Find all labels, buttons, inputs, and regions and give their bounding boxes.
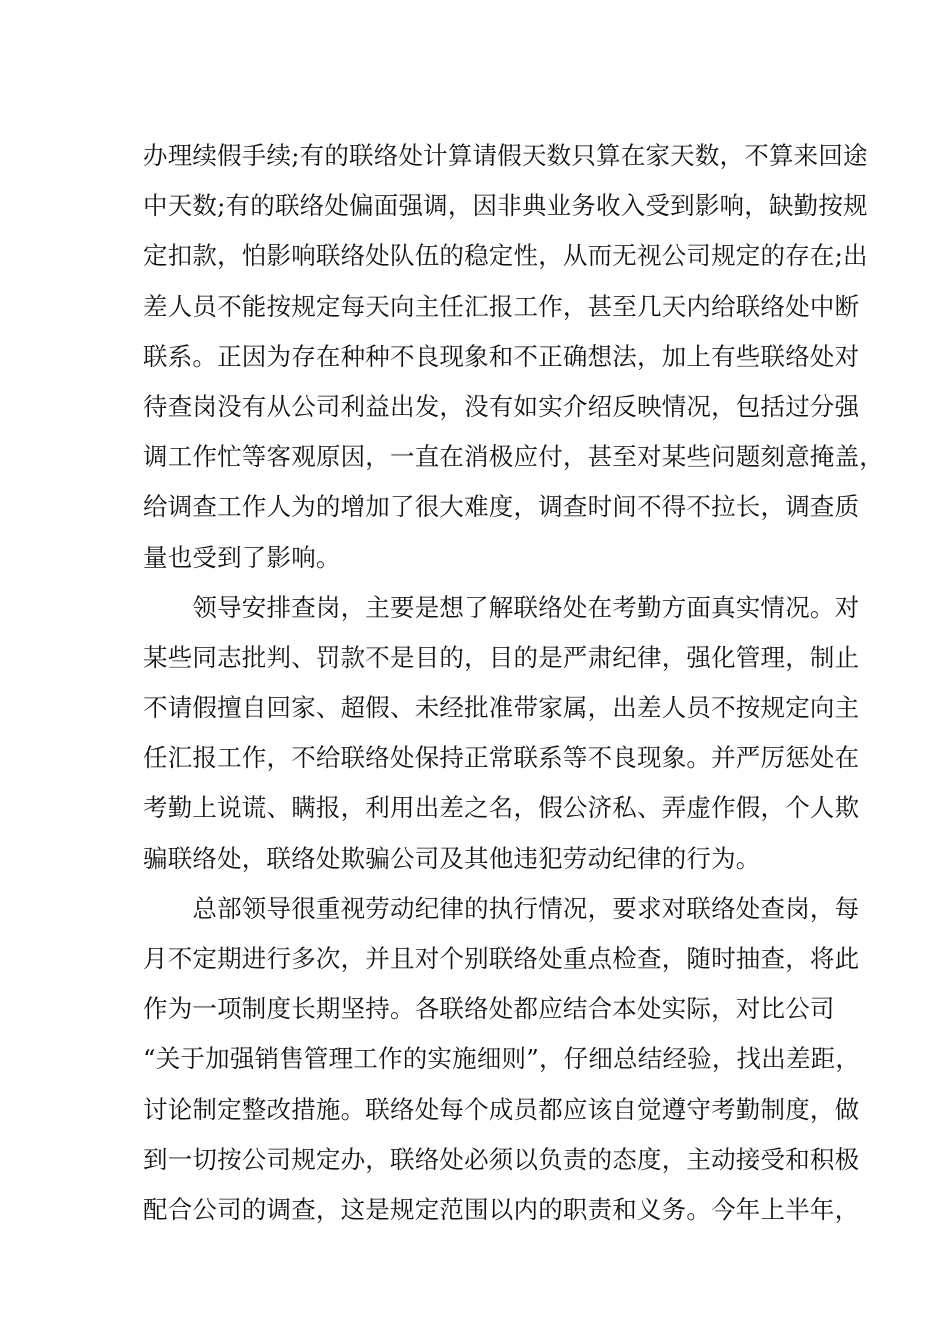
text-line: 到一切按公司规定办，联络处必须以负责的态度，主动接受和积极 xyxy=(143,1144,860,1174)
text-line: 差人员不能按规定每天向主任汇报工作，甚至几天内给联络处中断 xyxy=(143,291,860,321)
text-line: 考勤上说谎、瞒报，利用出差之名，假公济私、弄虚作假，个人欺 xyxy=(143,793,860,823)
paragraph-start-line: 总部领导很重视劳动纪律的执行情况，要求对联络处查岗，每 xyxy=(143,893,860,923)
text-line: 调工作忙等客观原因，一直在消极应付，甚至对某些问题刻意掩盖， xyxy=(143,442,884,472)
text-line: 某些同志批判、罚款不是目的，目的是严肃纪律，强化管理，制止 xyxy=(143,642,860,672)
text-line: 定扣款，怕影响联络处队伍的稳定性，从而无视公司规定的存在;出 xyxy=(143,241,868,271)
text-line: “关于加强销售管理工作的实施细则”，仔细总结经验，找出差距， xyxy=(143,1044,861,1074)
text-line: 骗联络处，联络处欺骗公司及其他违犯劳动纪律的行为。 xyxy=(143,843,761,873)
text-line: 给调查工作人为的增加了很大难度，调查时间不得不拉长，调查质 xyxy=(143,492,860,522)
text-line: 任汇报工作，不给联络处保持正常联系等不良现象。并严厉惩处在 xyxy=(143,743,860,773)
text-line: 配合公司的调查，这是规定范围以内的职责和义务。今年上半年， xyxy=(143,1194,860,1224)
text-line: 中天数;有的联络处偏面强调，因非典业务收入受到影响，缺勤按规 xyxy=(143,191,868,221)
body-text xyxy=(143,131,884,1235)
text-line: 讨论制定整改措施。联络处每个成员都应该自觉遵守考勤制度，做 xyxy=(143,1094,860,1124)
text-line: 办理续假手续;有的联络处计算请假天数只算在家天数，不算来回途 xyxy=(143,141,868,170)
paragraph-start-line: 领导安排查岗，主要是想了解联络处在考勤方面真实情况。对 xyxy=(143,592,860,622)
text-line: 月不定期进行多次，并且对个别联络处重点检查，随时抽查，将此 xyxy=(143,944,860,973)
text-line: 量也受到了影响。 xyxy=(143,542,341,572)
text-line: 待查岗没有从公司利益出发，没有如实介绍反映情况，包括过分强 xyxy=(143,391,860,421)
text-line: 作为一项制度长期坚持。各联络处都应结合本处实际，对比公司 xyxy=(143,994,835,1024)
text-line: 不请假擅自回家、超假、未经批准带家属，出差人员不按规定向主 xyxy=(143,693,860,723)
text-line: 联系。正因为存在种种不良现象和不正确想法，加上有些联络处对 xyxy=(143,341,860,371)
